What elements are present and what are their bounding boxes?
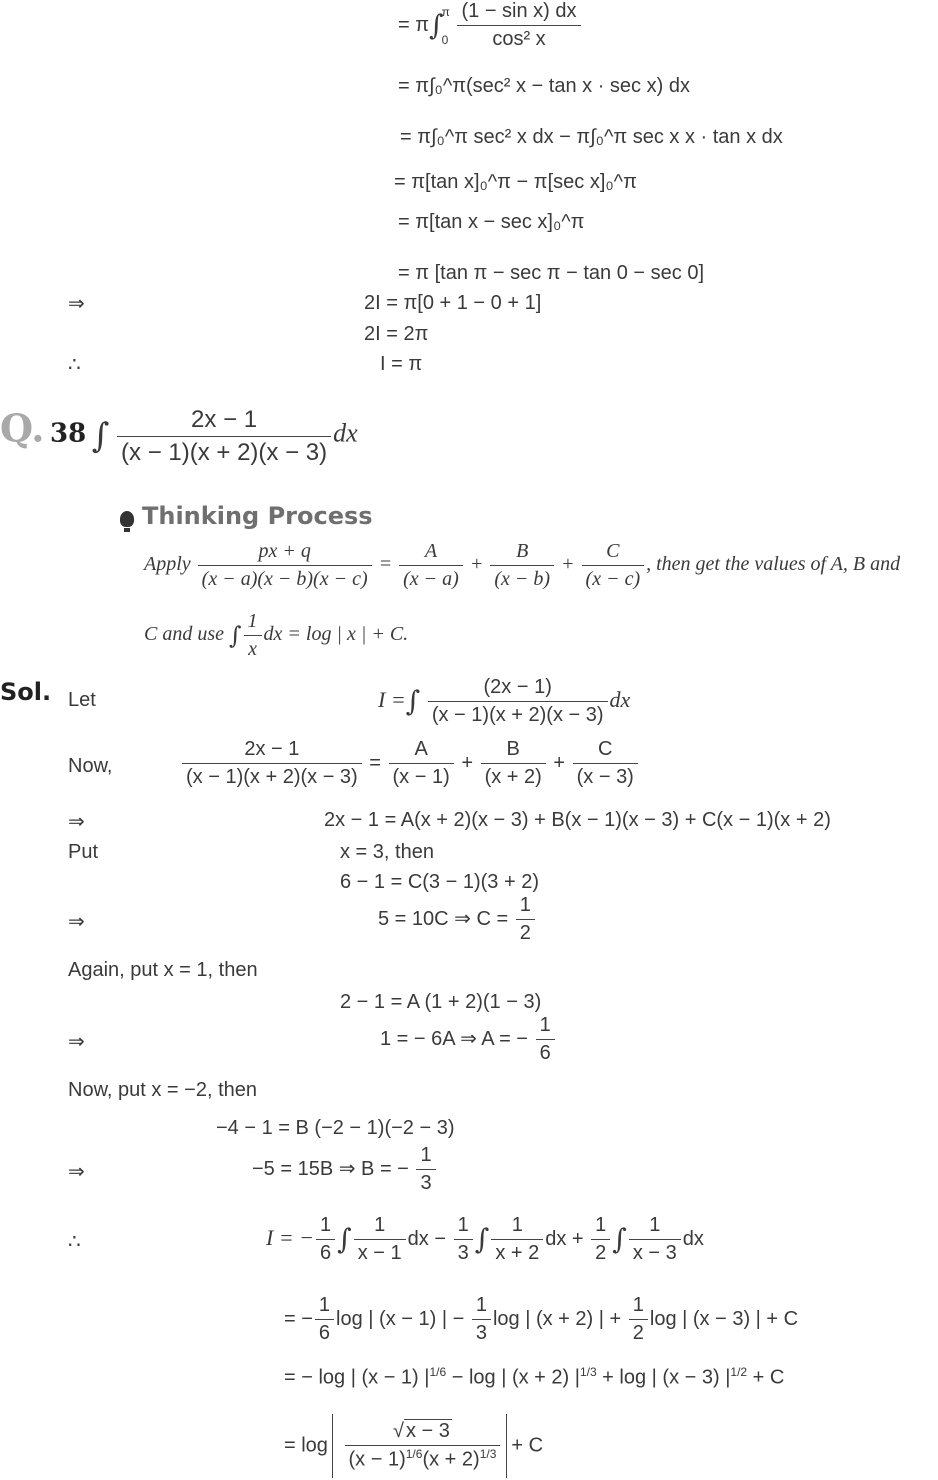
now-label: Now, [68,755,113,777]
prev-line-1: = π∫ π 0 $\frac{\text{(1 − sin x) dx}}{\text{cos² x}}$ [398,0,583,51]
implies-arrow: ⇒ [68,811,85,833]
result-line-1: I = − $\frac{1}{6}$ ∫ $\frac{1}{x - 1}$ dx − $\frac{1}{3}$ ∫ $\frac{1}{x + 2}$ dx + $\frac{1}{2}$ ∫ $\frac{1}{x - 3}$ dx [266,1214,704,1264]
put-x3: x = 3, then [340,841,434,863]
implies-arrow: ⇒ [68,1161,85,1183]
prev-line-2: = π∫₀^π(sec² x − tan x · sec x) dx [398,75,690,97]
step-6: −5 = 15B ⇒ B = − $\frac{1}{3}$ [252,1144,438,1195]
step-5: −4 − 1 = B (−2 − 1)(−2 − 3) [216,1117,455,1139]
therefore-symbol: ∴ [68,1231,81,1253]
prev-line-9: I = π [380,353,423,375]
result-line-2: = − $\frac{1}{6}$ log | (x − 1) | − $\frac{1}{3}$ log | (x + 2) | + $\frac{1}{2}$ log | (x − 3) | + C [284,1294,799,1344]
implies-arrow: ⇒ [68,911,85,933]
again-put: Again, put x = 1, then [68,959,258,981]
thinking-line-1: Apply $\frac{px + q}{(x - a)(x - b)(x - c)}$ = $\frac{A}{(x - a)}$ + $\frac{B}{(x - b)}$ + $\frac{C}{(x - c)}$ , then get the values of A, B and [144,540,901,590]
question-header: Q. 38 ∫ $\frac{2x - 1}{(x - 1)(x + 2)(x - 3)}$ dx [0,405,358,466]
prev-line-7: 2I = π[0 + 1 − 0 + 1] [364,292,542,314]
question-number: 38 [50,418,87,449]
result-line-4: = log $\frac{√ x - 3}{(x - 1)^{1/6}(x + 2)^{1/3}}$ + C [284,1414,543,1478]
partial-fractions: $\frac{2x - 1}{(x - 1)(x + 2)(x - 3)}$ = $\frac{A}{(x - 1)}$ + $\frac{B}{(x + 2)}$ + $\frac{C}{(x - 3)}$ [180,738,640,789]
prev-line-5: = π[tan x − sec x]₀^π [398,211,585,233]
integral-definition: I =∫ $\frac{(2x - 1)}{(x - 1)(x + 2)(x - 3)}$ dx [378,676,631,726]
step-3: 2 − 1 = A (1 + 2)(1 − 3) [340,991,542,1013]
expansion-line: 2x − 1 = A(x + 2)(x − 3) + B(x − 1)(x − 3) + C(x − 1)(x + 2) [324,809,831,831]
question-label: Q. [0,405,45,451]
prev-line-3: = π∫₀^π sec² x dx − π∫₀^π sec x x · tan x dx [400,126,783,148]
lightbulb-icon [120,511,134,527]
result-line-3: = − log | (x − 1) $|^{1/6} - \log$ | (x + 2) $|^{1/3} + \log$ | (x − 3) $|^{1/2} + C$ [284,1365,785,1389]
question-denominator: (x − 1)(x + 2)(x − 3) [121,438,328,466]
step-2: 5 = 10C ⇒ C = $\frac{1}{2}$ [378,894,537,945]
thinking-heading: Thinking Process [120,504,373,528]
implies-arrow: ⇒ [68,293,85,315]
prev-line-4: = π[tan x]₀^π − π[sec x]₀^π [394,171,637,193]
prev-line-6: = π [tan π − sec π − tan 0 − sec 0] [398,262,705,284]
step-1: 6 − 1 = C(3 − 1)(3 + 2) [340,871,539,893]
let-label: Let [68,689,96,711]
therefore-symbol: ∴ [68,354,81,376]
step-4: 1 = − 6A ⇒ A = − $\frac{1}{6}$ [380,1014,557,1065]
now-put: Now, put x = −2, then [68,1079,258,1101]
solution-label: Sol. [0,678,52,706]
implies-arrow: ⇒ [68,1031,85,1053]
prev-line-8: 2I = 2π [364,323,429,345]
thinking-line-2: C and use ∫ $\frac{1}{x}$ dx = log | x | + C. [144,610,409,660]
question-numerator: 2x − 1 [117,406,331,437]
put-label: Put [68,841,99,863]
